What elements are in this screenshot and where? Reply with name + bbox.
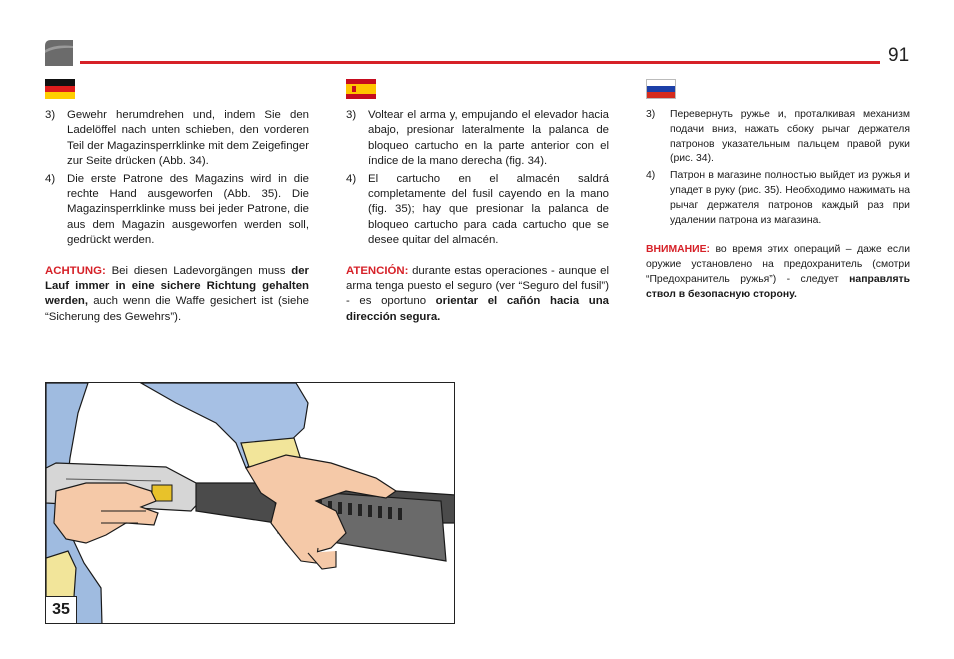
warning-heading: ВНИМАНИЕ:	[646, 244, 710, 256]
header-rule	[80, 61, 880, 64]
list-item: 3) Gewehr herumdrehen und, indem Sie den Ladelöffel nach unten schieben, den vorderen Teil der Magazinsperrklinke mit dem Zeigefinger zur Seite drücken (Abb. 34).	[45, 109, 309, 168]
warning-heading: ACHTUNG:	[45, 264, 106, 277]
german-flag-icon	[45, 79, 75, 99]
item-text: Die erste Patrone des Magazins wird in die rechte Hand ausgeworfen (Abb. 35). Die Magazinsperrklinke muss bei jeder Patrone, die aus dem Magazin ausgeworfen werden soll, gedrückt werden.	[67, 172, 309, 247]
list-item: 3) Перевернуть ружье и, проталкивая механизм подачи вниз, нажать сбоку рычаг держателя патронов указательным пальцем правой руки (рис. 34).	[646, 109, 910, 165]
list-item: 4) Патрон в магазине полностью выйдет из ружья и упадет в руку (рис. 35). Необходимо нажимать на рычаг держателя патронов каждый раз при удалении патрона из магазина.	[646, 170, 910, 226]
spanish-column	[346, 108, 609, 325]
warning-note: ACHTUNG: Bei diesen Ladevorgängen muss der Lauf immer in eine sichere Richtung gehalten werden, auch wenn die Waffe gesichert ist (siehe “Sicherung des Gewehrs”).	[45, 264, 309, 323]
shotgun-hands-illustration	[46, 383, 455, 624]
spanish-flag-icon	[346, 79, 376, 99]
warning-note: ATENCIÓN: durante estas operaciones - aunque el arma tenga puesto el seguro (ver “Seguro del fusil”) - es oportuno orientar el cañón hacia una dirección segura.	[346, 264, 609, 323]
figure-number: 35	[46, 596, 77, 623]
item-text: Voltear el arma y, empujando el elevador hacia abajo, presionar lateralmente la palanca de bloqueo cartucho en la parte anterior con el índice de la mano derecha (fig. 34).	[368, 109, 609, 168]
list-item: 3) Voltear el arma y, empujando el elevador hacia abajo, presionar lateralmente la palanca de bloqueo cartucho en la parte anterior con el índice de la mano derecha (fig. 34).	[346, 109, 609, 168]
item-text: Перевернуть ружье и, проталкивая механизм подачи вниз, нажать сбоку рычаг держателя патронов указательным пальцем правой руки (рис. 34).	[670, 109, 910, 165]
warning-note: ВНИМАНИЕ: во время этих операций – даже если оружие установлено на предохранитель (смотри “Предохранитель ружья”) - следует направлять ствол в безопасную сторону.	[646, 244, 910, 300]
list-item: 4) El cartucho en el almacén saldrá completamente del fusil cayendo en la mano (fig. 35); hay que presionar la palanca de bloqueo cartucho para cada cartucho que se desee quitar del almacén.	[346, 172, 609, 247]
page-number: 91	[888, 45, 910, 66]
warning-heading: ATENCIÓN:	[346, 264, 409, 277]
russian-flag-icon	[646, 79, 676, 99]
figure-35	[45, 382, 455, 624]
item-text: El cartucho en el almacén saldrá completamente del fusil cayendo en la mano (fig. 35); hay que presionar la palanca de bloqueo cartucho para cada cartucho que se desee quitar del almacén.	[368, 172, 609, 247]
item-text: Патрон в магазине полностью выйдет из ружья и упадет в руку (рис. 35). Необходимо нажимать на рычаг держателя патронов каждый раз при удалении патрона из магазина.	[670, 170, 910, 226]
russian-column	[646, 108, 910, 303]
item-text: Gewehr herumdrehen und, indem Sie den Ladelöffel nach unten schieben, den vorderen Teil der Magazinsperrklinke mit dem Zeigefinger zur Seite drücken (Abb. 34).	[67, 109, 309, 168]
left-hand	[54, 483, 158, 543]
list-item: 4) Die erste Patrone des Magazins wird in die rechte Hand ausgeworfen (Abb. 35). Die Magazinsperrklinke muss bei jeder Patrone, die aus dem Magazin ausgeworfen werden soll, gedrückt werden.	[45, 172, 309, 247]
german-column	[45, 108, 309, 325]
brand-logo-icon	[45, 40, 73, 66]
